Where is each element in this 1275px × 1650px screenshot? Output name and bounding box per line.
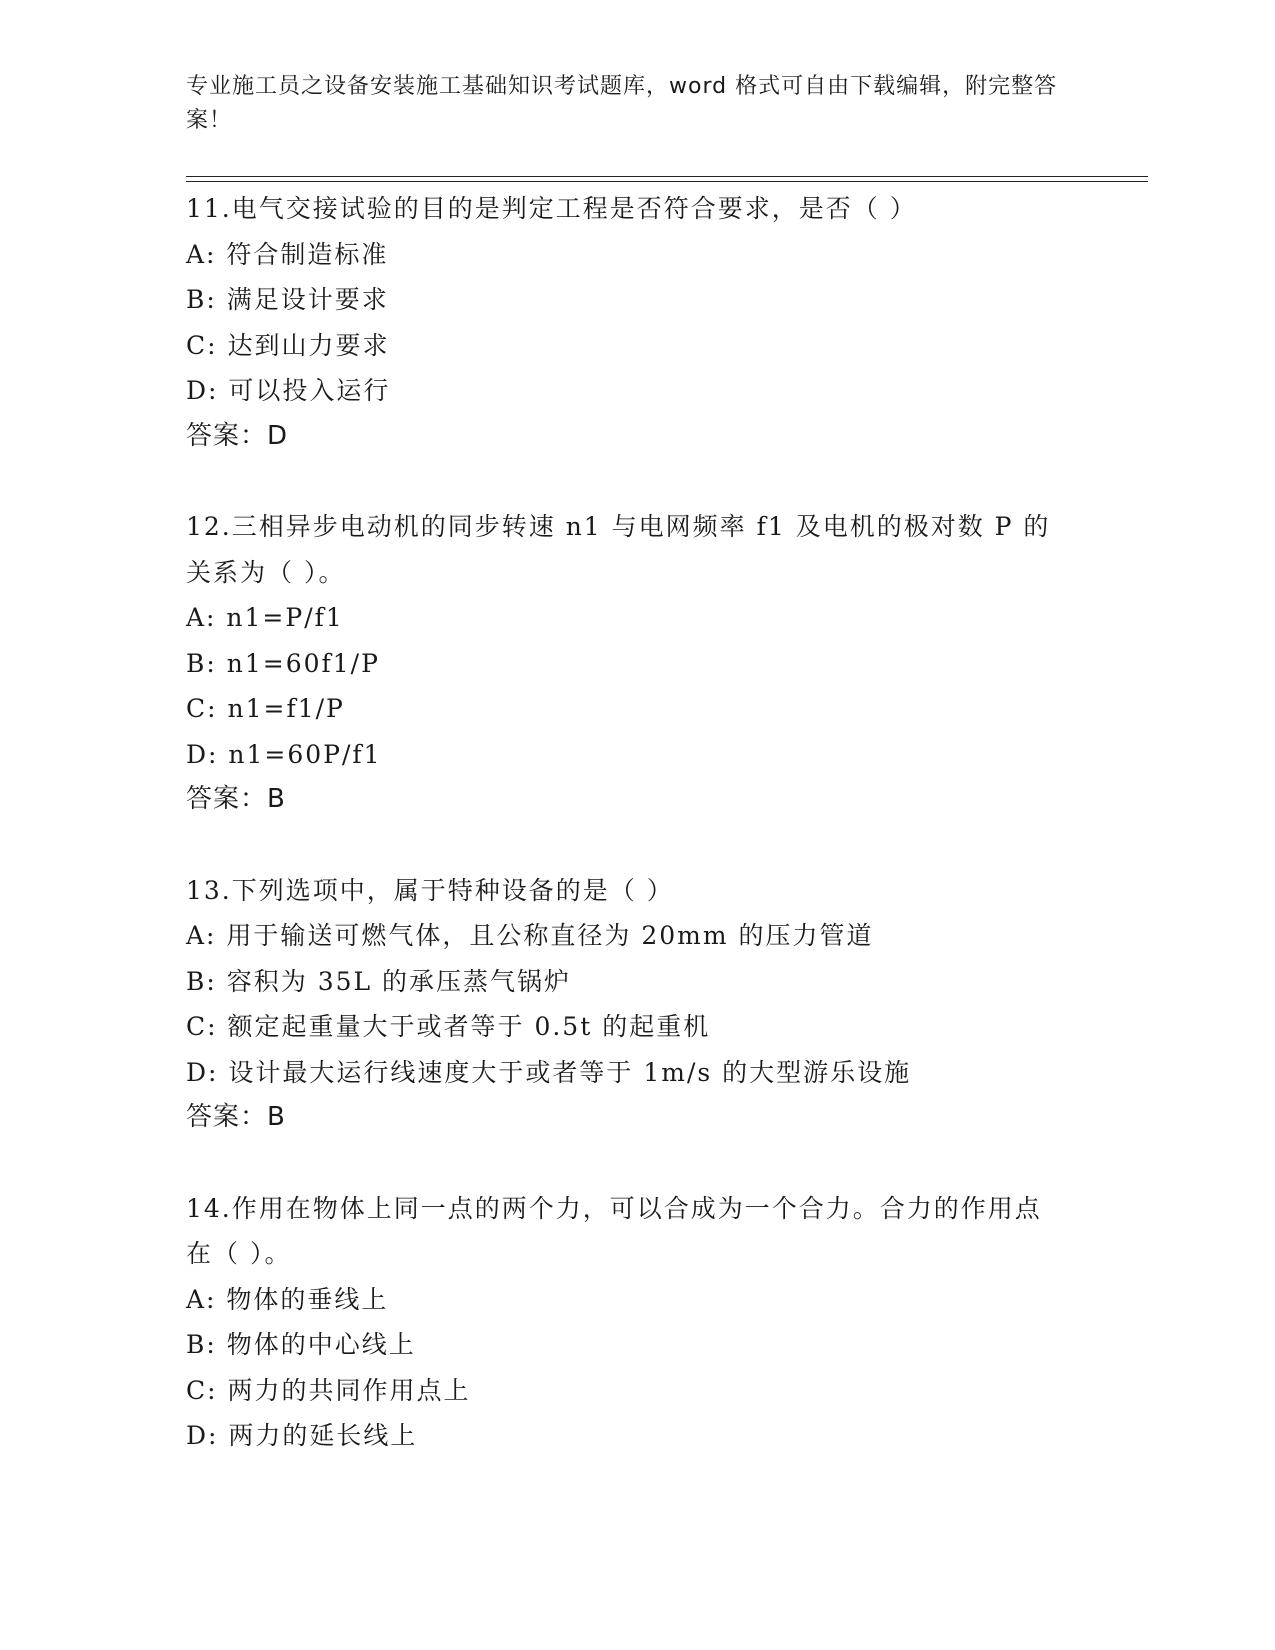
option-b: B: 物体的中心线上 <box>186 1330 416 1359</box>
option-c: C: 达到山力要求 <box>186 330 390 360</box>
option-a: A: 符合制造标准 <box>186 239 389 269</box>
question-12 <box>186 504 1086 823</box>
header-rule-bottom <box>186 181 1148 182</box>
header-rule-top <box>186 176 1148 177</box>
answer: 答案：D <box>186 420 289 451</box>
option-d: D: 设计最大运行线速度大于或者等于 1m/s 的大型游乐设施 <box>186 1057 912 1087</box>
option-a: A: n1=P/f1 <box>186 603 344 632</box>
option-a: A: 物体的垂线上 <box>186 1284 389 1314</box>
option-c: C: 额定起重量大于或者等于 0.5t 的起重机 <box>186 1012 711 1041</box>
question-title: 11.电气交接试验的目的是判定工程是否符合要求，是否（ ） <box>186 194 917 223</box>
option-d: D: n1=60P/f1 <box>186 739 382 769</box>
option-a: A: 用于输送可燃气体，且公称直径为 20mm 的压力管道 <box>186 921 874 950</box>
question-title: 14.作用在物体上同一点的两个力，可以合成为一个合力。合力的作用点在（ ）。 <box>186 1193 1042 1268</box>
option-b: B: n1=60f1/P <box>186 648 380 678</box>
option-c: C: n1=f1/P <box>186 694 345 723</box>
document-header: 专业施工员之设备安装施工基础知识考试题库，word 格式可自由下载编辑，附完整答案！ <box>186 74 1058 133</box>
answer: 答案：B <box>186 784 286 814</box>
question-title: 12.三相异步电动机的同步转速 n1 与电网频率 f1 及电机的极对数 P 的关系为（ ）。 <box>186 512 1051 587</box>
question-title: 13.下列选项中，属于特种设备的是（ ） <box>186 875 674 905</box>
option-d: D: 可以投入运行 <box>186 376 391 405</box>
option-b: B: 满足设计要求 <box>186 285 389 314</box>
option-c: C: 两力的共同作用点上 <box>186 1375 471 1405</box>
option-d: D: 两力的延长线上 <box>186 1421 418 1450</box>
question-13 <box>186 868 1086 1141</box>
option-b: B: 容积为 35L 的承压蒸气锅炉 <box>186 966 572 996</box>
question-14 <box>186 1186 1086 1459</box>
question-list <box>186 186 1086 1504</box>
answer: 答案：B <box>186 1102 286 1132</box>
question-11 <box>186 186 1086 459</box>
